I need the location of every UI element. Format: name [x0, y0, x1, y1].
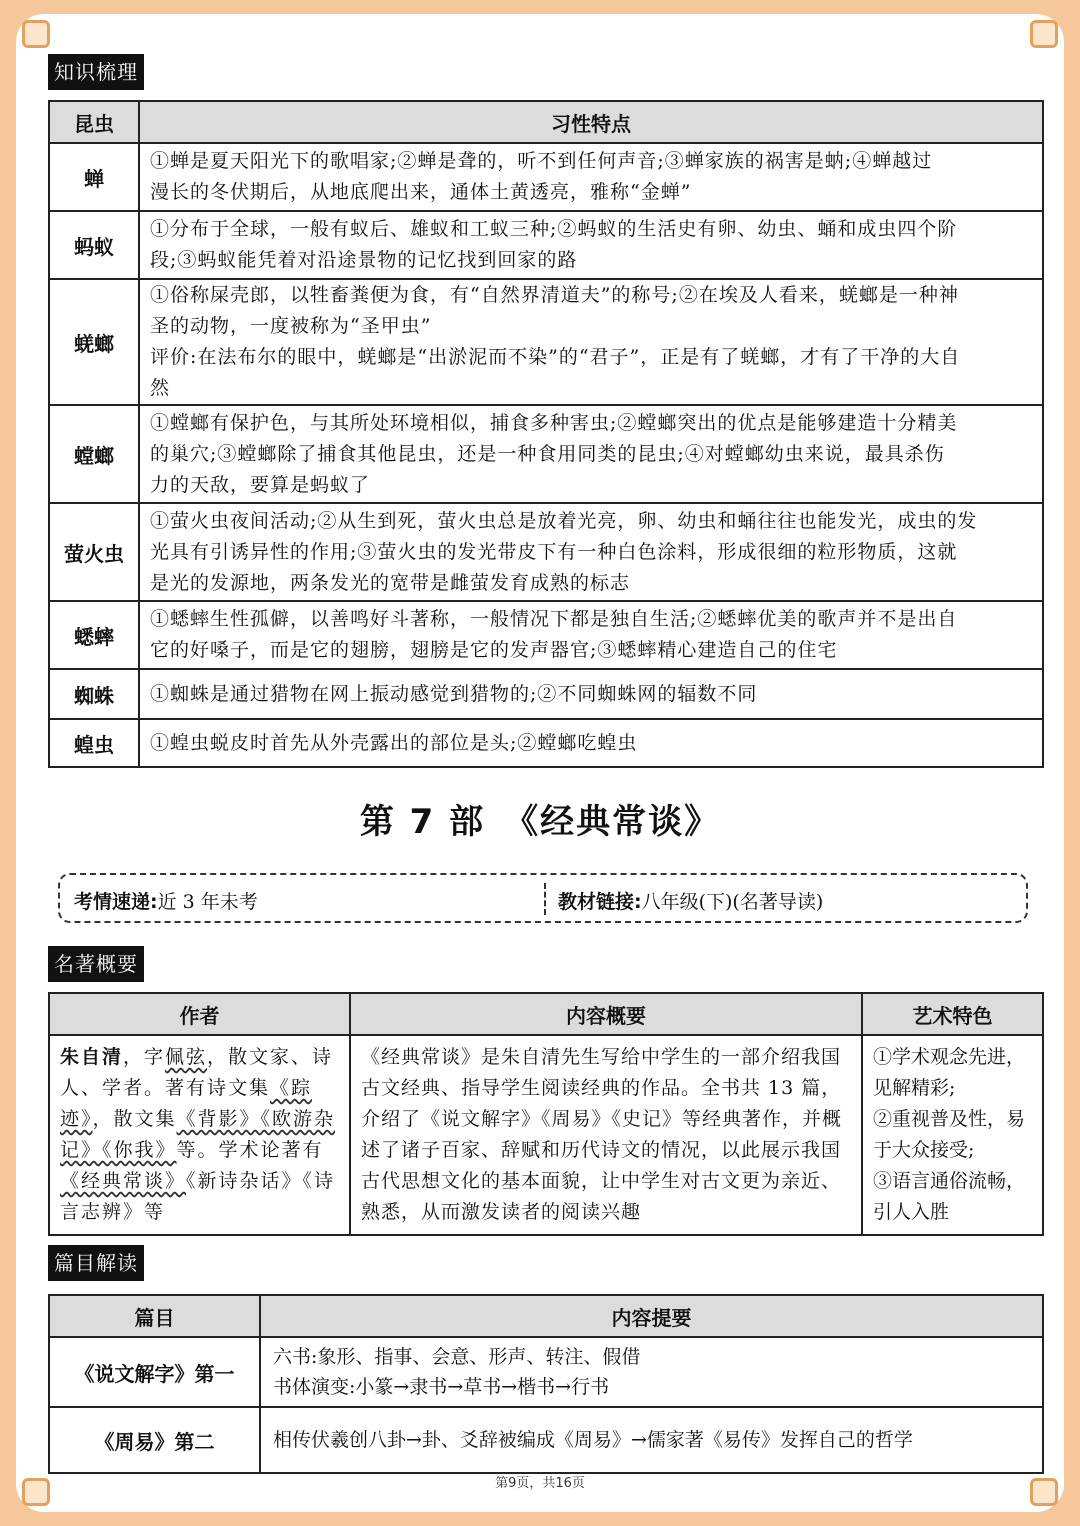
- text-line: ①萤火虫夜间活动;②从生到死，萤火虫总是放着光亮，卵、幼虫和蛹往往也能发光，成虫的发: [150, 509, 978, 532]
- exam-value: 近 3 年未考: [157, 891, 258, 913]
- text-line: 圣的动物，一度被称为“圣甲虫”: [150, 315, 432, 337]
- text-line: 是光的发源地，两条发光的宽带是雌萤发育成熟的标志: [150, 571, 631, 594]
- text-span: 《踪迹》: [60, 1077, 313, 1130]
- author-cell: [49, 1035, 350, 1235]
- textbook-value: 八年级(下)(名著导读): [641, 891, 824, 913]
- header-author: 作者: [49, 993, 350, 1035]
- part-title: 第 7 部 《经典常谈》: [359, 802, 721, 842]
- text-line: 段;③蚂蚁能凭着对沿途景物的记忆找到回家的路: [150, 249, 578, 271]
- text-line: 光具有引诱异性的作用;③萤火虫的发光带皮下有一种白色涂料，形成很细的粒形物质，这就: [150, 540, 958, 563]
- text-line: 评价:在法布尔的眼中，蜣螂是“出淤泥而不染”的“君子”，正是有了蜣螂，才有了干净的大自: [150, 346, 961, 368]
- corner-ornament: [22, 20, 50, 48]
- table-header-row: [49, 993, 1043, 1035]
- insect-name: 螳螂: [49, 405, 139, 503]
- section-label-overview: 名著概要: [48, 946, 144, 982]
- table-row: [49, 669, 1043, 719]
- insect-traits: [139, 719, 1043, 767]
- text-line: ①学术观念先进，见解精彩;: [873, 1046, 1026, 1099]
- insect-name: 蝉: [49, 143, 139, 211]
- table-header-row: [49, 1295, 1043, 1337]
- corner-ornament: [1030, 20, 1058, 48]
- exam-info: [74, 887, 258, 914]
- chapter-content: [260, 1337, 1043, 1407]
- insect-name: 蝗虫: [49, 719, 139, 767]
- table-row: [49, 503, 1043, 601]
- text-line: 相传伏羲创八卦→卦、爻辞被编成《周易》→儒家著《易传》发挥自己的哲学: [273, 1429, 913, 1451]
- art-cell: [862, 1035, 1043, 1235]
- insect-traits: [139, 601, 1043, 669]
- overview-table: [48, 992, 1044, 1236]
- table-row: [49, 1035, 1043, 1235]
- insect-traits: [139, 503, 1043, 601]
- text-line: ①俗称屎壳郎，以牲畜粪便为食，有“自然界清道夫”的称号;②在埃及人看来，蜣螂是一种神: [150, 284, 959, 306]
- table-row: [49, 279, 1043, 405]
- table-row: [49, 719, 1043, 767]
- table-row: [49, 143, 1043, 211]
- page-footer: 第9页，共16页: [495, 1476, 585, 1491]
- text-span: ，字: [123, 1046, 166, 1068]
- insect-traits: [139, 279, 1043, 405]
- header-traits: 习性特点: [139, 101, 1043, 143]
- insect-traits: [139, 669, 1043, 719]
- table-row: [49, 405, 1043, 503]
- textbook-label: 教材链接:: [558, 891, 642, 913]
- text-line: 的巢穴;③螳螂除了捕食其他昆虫，还是一种食用同类的昆虫;④对螳螂幼虫来说，最具杀伤: [150, 442, 945, 465]
- table-row: [49, 211, 1043, 279]
- table-row: [49, 1407, 1043, 1473]
- text-line: ①蝉是夏天阳光下的歌唱家;②蝉是聋的，听不到任何声音;③蝉家族的祸害是蚋;④蝉越过: [150, 150, 933, 172]
- insect-name: 蜘蛛: [49, 669, 139, 719]
- section-label-knowledge: 知识梳理: [48, 54, 144, 90]
- insect-name: 蟋蟀: [49, 601, 139, 669]
- header-content: 内容提要: [260, 1295, 1043, 1337]
- text-span: ，散文家、诗人、学者。著有诗文集: [60, 1046, 334, 1099]
- chapter-table: [48, 1294, 1044, 1474]
- chapter-name: 《说文解字》第一: [49, 1337, 260, 1407]
- insect-name: 萤火虫: [49, 503, 139, 601]
- header-chapter: 篇目: [49, 1295, 260, 1337]
- text-line: 它的好嗓子，而是它的翅膀，翅膀是它的发声器官;③蟋蟀精心建造自己的住宅: [150, 639, 838, 661]
- divider: [544, 883, 546, 915]
- text-line: ①蜘蛛是通过猎物在网上振动感觉到猎物的;②不同蜘蛛网的辐数不同: [150, 682, 758, 705]
- author-name: 朱自清: [60, 1046, 124, 1068]
- text-line: ②重视普及性，易于大众接受;: [873, 1108, 1026, 1161]
- text-span: 《新诗杂话》《诗言志辨》等: [60, 1170, 336, 1223]
- text-span: ，散文集: [92, 1108, 177, 1130]
- insect-traits: [139, 405, 1043, 503]
- text-span: 《背影》《欧游杂记》《你我》: [60, 1108, 336, 1161]
- text-line: ③语言通俗流畅，引人入胜: [873, 1170, 1026, 1223]
- text-line: ①螳螂有保护色，与其所处环境相似，捕食多种害虫;②螳螂突出的优点是能够建造十分精美: [150, 411, 958, 434]
- exam-info-box: [58, 873, 1028, 923]
- header-summary: 内容概要: [350, 993, 862, 1035]
- insect-table: [48, 100, 1044, 768]
- table-row: [49, 601, 1043, 669]
- insect-traits: [139, 211, 1043, 279]
- text-line: 书体演变:小篆→隶书→草书→楷书→行书: [273, 1376, 610, 1398]
- header-insect: 昆虫: [49, 101, 139, 143]
- text-line: 漫长的冬伏期后，从地底爬出来，通体土黄透亮，雅称“金蝉”: [150, 181, 692, 203]
- exam-label: 考情速递:: [74, 891, 158, 913]
- text-span: 《经典常谈》: [60, 1170, 187, 1192]
- chapter-name: 《周易》第二: [49, 1407, 260, 1473]
- summary-cell: 《经典常谈》是朱自清先生写给中学生的一部介绍我国古文经典、指导学生阅读经典的作品。全书共 13 篇，介绍了《说文解字》《周易》《史记》等经典著作，并概述了诸子百家、辞赋和历代诗文的情况，以此展示我国古代思想文化的基本面貌，让中学生对古文更为亲近、熟悉，从而激发读者的阅读兴趣: [350, 1035, 862, 1235]
- insect-name: 蚂蚁: [49, 211, 139, 279]
- textbook-info: [558, 887, 823, 914]
- table-row: [49, 1337, 1043, 1407]
- text-line: ①分布于全球，一般有蚁后、雄蚁和工蚁三种;②蚂蚁的生活史有卵、幼虫、蛹和成虫四个阶: [150, 218, 958, 240]
- table-header-row: [49, 101, 1043, 143]
- header-art: 艺术特色: [862, 993, 1043, 1035]
- text-line: 然: [150, 377, 171, 399]
- chapter-content: [260, 1407, 1043, 1473]
- text-line: 力的天敌，要算是蚂蚁了: [150, 473, 371, 496]
- insect-traits: [139, 143, 1043, 211]
- text-line: ①蟋蟀生性孤僻，以善鸣好斗著称，一般情况下都是独自生活;②蟋蟀优美的歌声并不是出自: [150, 608, 958, 630]
- section-label-chapters: 篇目解读: [48, 1245, 144, 1281]
- text-line: ①蝗虫蜕皮时首先从外壳露出的部位是头;②螳螂吃蝗虫: [150, 731, 638, 754]
- text-line: 六书:象形、指事、会意、形声、转注、假借: [273, 1346, 641, 1368]
- text-span: 佩弦: [165, 1046, 208, 1068]
- insect-name: 蜣螂: [49, 279, 139, 405]
- text-span: 等。学术论著有: [176, 1139, 324, 1161]
